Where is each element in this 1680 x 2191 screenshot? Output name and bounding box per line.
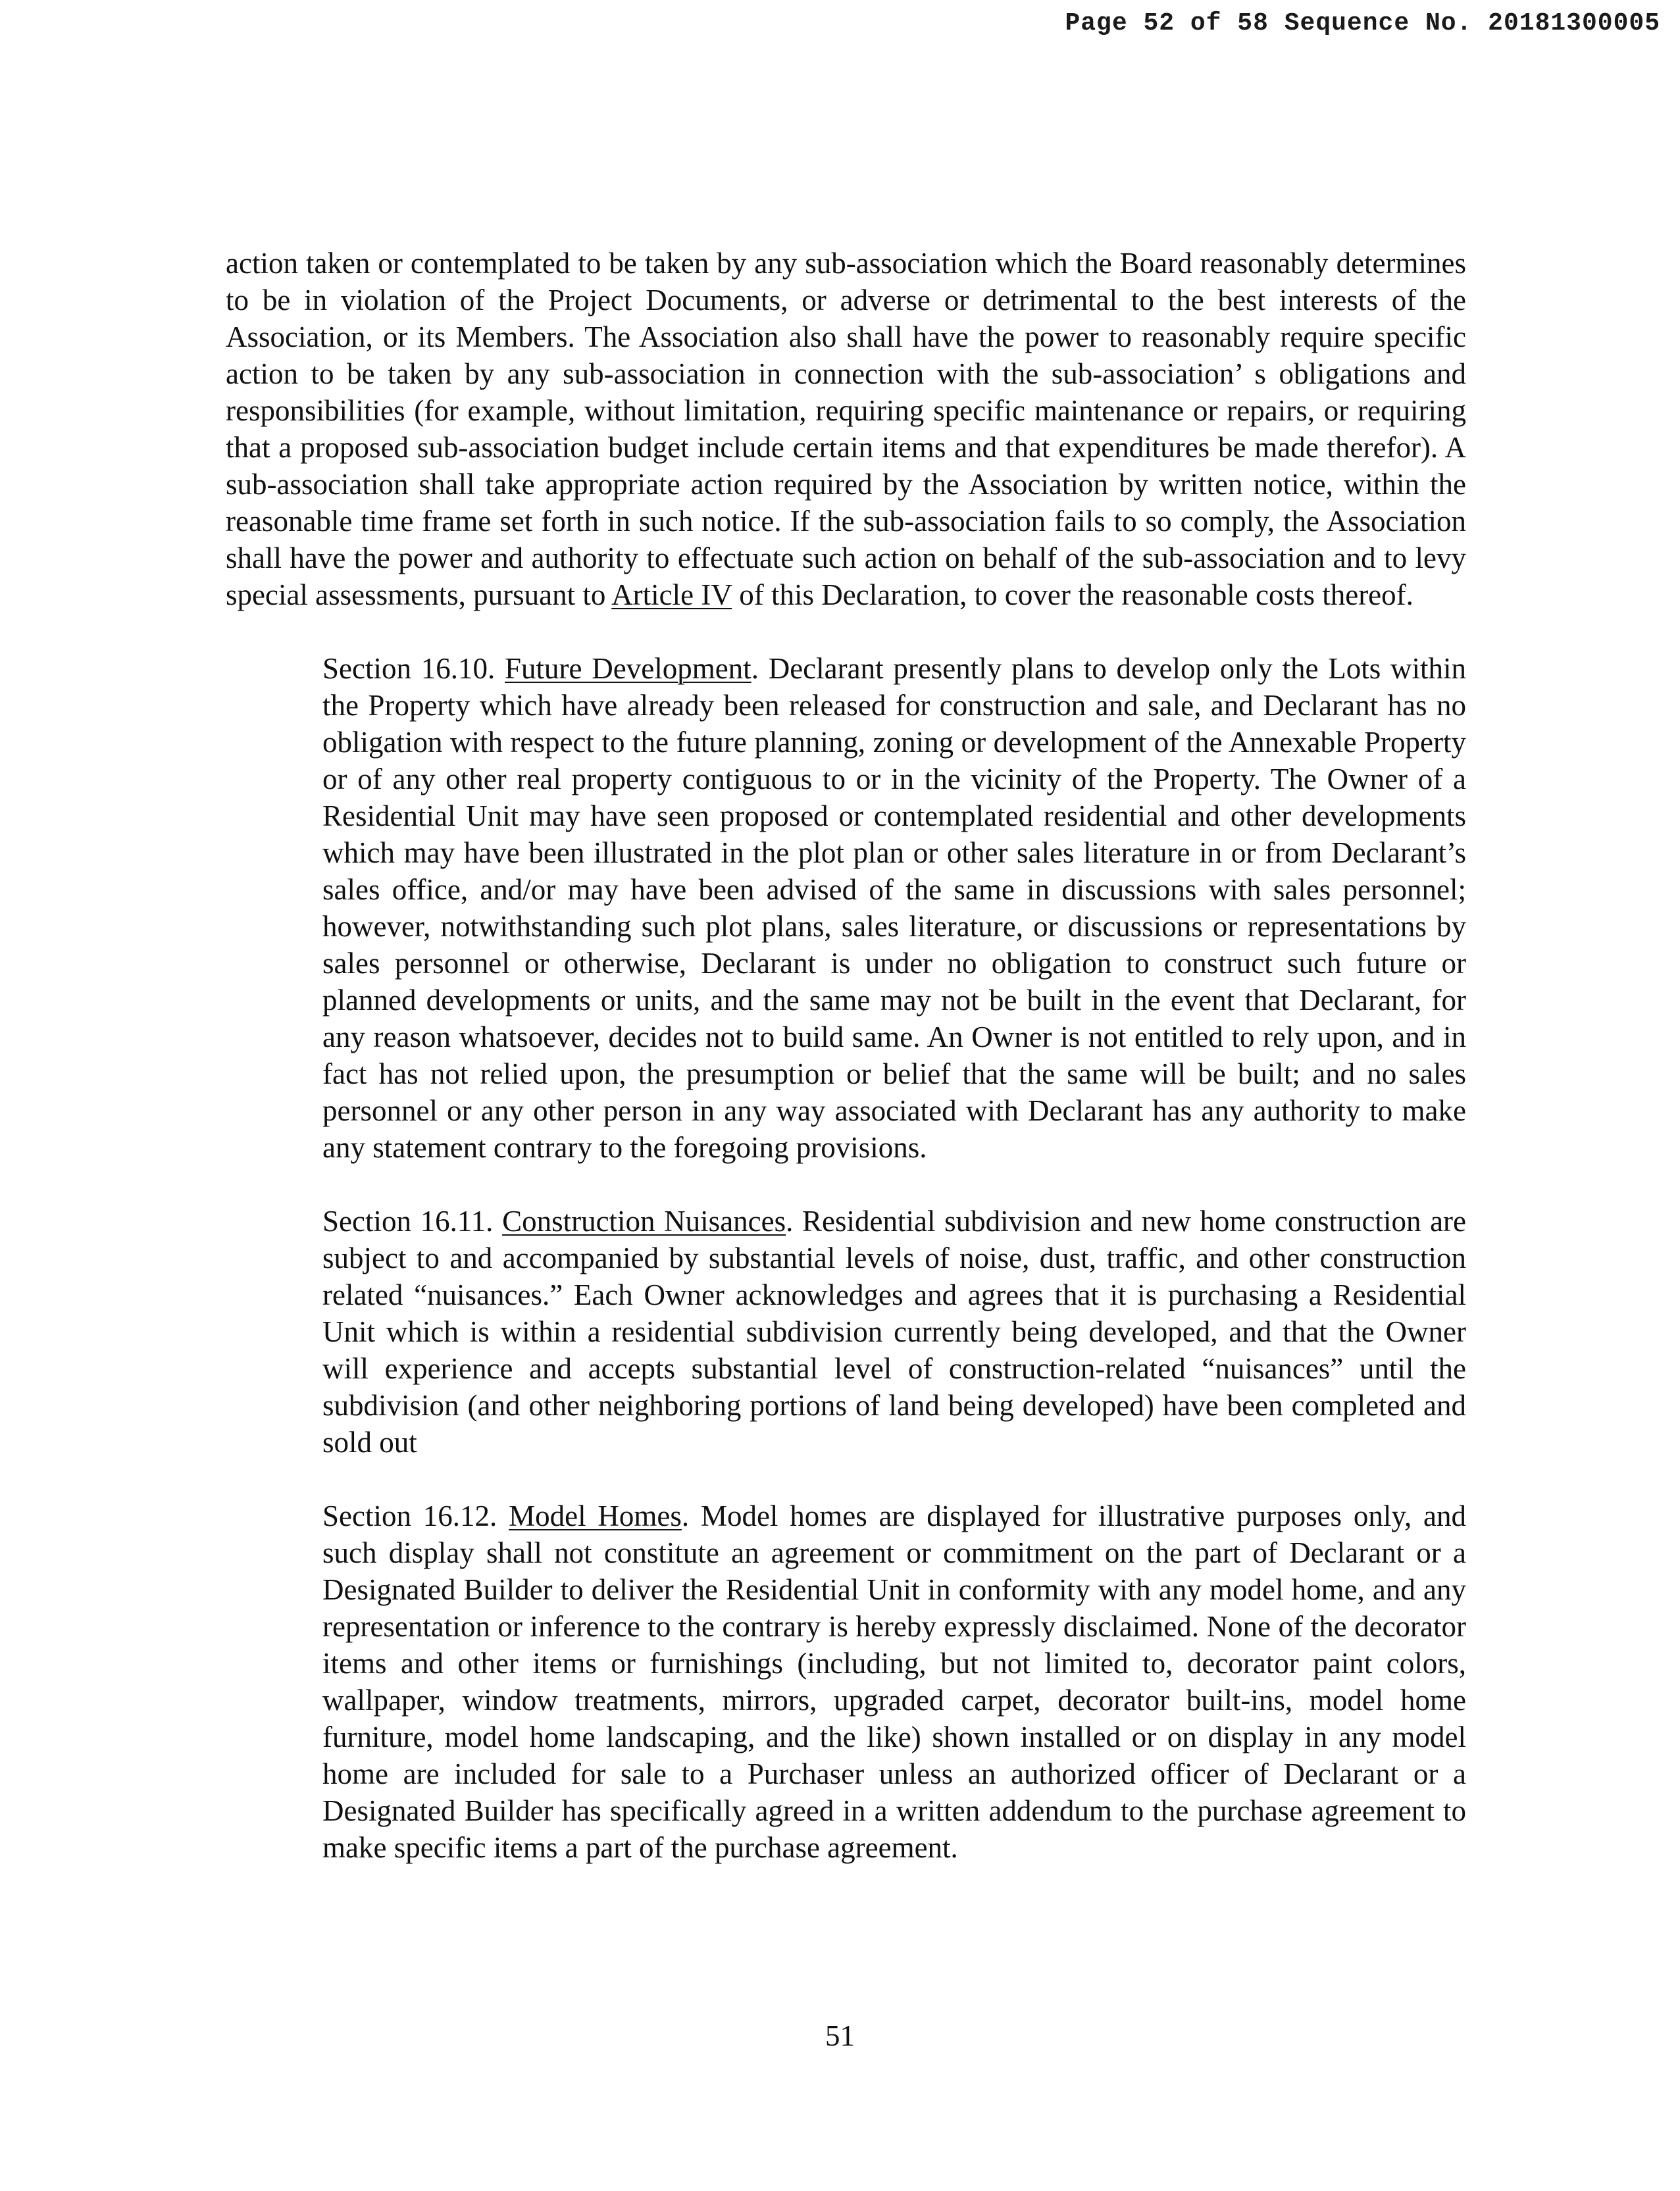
continued-paragraph [226,245,1466,613]
article-reference: Article IV [611,578,732,611]
section-16-10 [226,650,1466,1166]
section-number: Section 16.11. [322,1205,494,1238]
section-title: Model Homes [509,1499,682,1532]
paragraph-text: action taken or contemplated to be taken by any sub-association which the Board reasonably determines to be in violation of the Project Documents, or adverse or detrimental to the best interests of the Association, or its Members. The Association also shall have the power to reasonably require specific action to be taken by any sub-association in connection with the sub-association’ s obligations and responsibilities (for example, without limitation, requiring specific maintenance or repairs, or requiring that a proposed sub-association budget include certain items and that expenditures be made therefor). A sub-association shall take appropriate action required by the Association by written notice, within the reasonable time frame set forth in such notice. If the sub-association fails to so comply, the Association shall have the power and authority to effectuate such action on behalf of the sub-association and to levy special assessments, pursuant to [226,247,1466,611]
section-title: Construction Nuisances [502,1205,786,1238]
section-body: . Declarant presently plans to develop only the Lots within the Property which have already been released for construction and sale, and Declarant has no obligation with respect to the future planning, zoning or development of the Annexable Property or of any other real property contiguous to or in the vicinity of the Property. The Owner of a Residential Unit may have seen proposed or contemplated residential and other developments which may have been illustrated in the plot plan or other sales literature in or from Declarant’s sales office, and/or may have been advised of the same in discussions with sales personnel; however, notwithstanding such plot plans, sales literature, or discussions or representations by sales personnel or otherwise, Declarant is under no obligation to construct such future or planned developments or units, and the same may not be built in the event that Declarant, for any reason whatsoever, decides not to build same. An Owner is not entitled to rely upon, and in fact has not relied upon, the presumption or belief that the same will be built; and no sales personnel or any other person in any way associated with Declarant has any authority to make any statement contrary to the foregoing provisions. [322,652,1466,1164]
section-body: . Model homes are displayed for illustrative purposes only, and such display shall not constitute an agreement or commitment on the part of Declarant or a Designated Builder to deliver the Residential Unit in conformity with any model home, and any representation or inference to the contrary is hereby expressly disclaimed. None of the decorator items and other items or furnishings (including, but not limited to, decorator paint colors, wallpaper, window treatments, mirrors, upgraded carpet, decorator built-ins, model home furniture, model home landscaping, and the like) shown installed or on display in any model home are included for sale to a Purchaser unless an authorized officer of Declarant or a Designated Builder has specifically agreed in a written addendum to the purchase agreement to make specific items a part of the purchase agreement. [322,1499,1466,1864]
section-number: Section 16.10. [322,652,496,685]
page-number: 51 [825,2019,855,2052]
section-title: Future Development [505,652,751,685]
section-16-11 [226,1203,1466,1461]
page-sequence-stamp: Page 52 of 58 Sequence No. 20181300005 [1065,9,1660,38]
document-body [226,245,1466,1903]
section-body: . Residential subdivision and new home construction are subject to and accompanied by substantial levels of noise, dust, traffic, and other construction related “nuisances.” Each Owner acknowledges and agrees that it is purchasing a Residential Unit which is within a residential subdivision currently being developed, and that the Owner will experience and accepts substantial level of construction-related “nuisances” until the subdivision (and other neighboring portions of land being developed) have been completed and sold out [322,1205,1467,1459]
paragraph-text: of this Declaration, to cover the reasonable costs thereof. [732,578,1413,611]
section-16-12 [226,1498,1466,1866]
section-number: Section 16.12. [322,1499,497,1532]
